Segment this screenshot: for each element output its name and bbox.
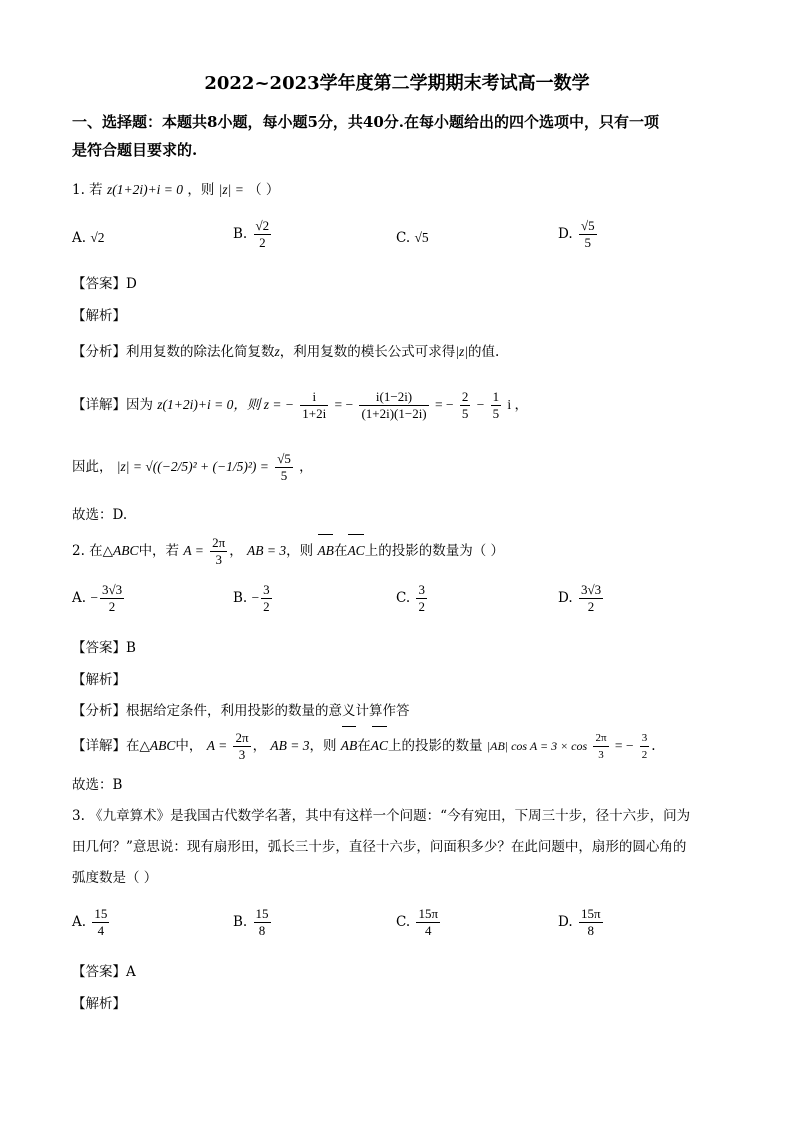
q1-blank: （ ） xyxy=(248,182,280,198)
q2-answer: 【答案】B xyxy=(72,640,136,656)
q1-detail: 【详解】因为 z(1+2i)+i = 0，则 z = − $\frac{i}{1+2i}$ = − $\frac{i(1-2i)}{(1+2i)(1-2i)}$ = − $\frac{2}{5}$ − $\frac{1}{5}$ i ， xyxy=(72,389,528,421)
q1-option-c xyxy=(396,228,429,248)
q3-answer: 【答案】A xyxy=(72,964,136,980)
option-label: C. xyxy=(396,914,411,930)
page-title: 2022~2023学年度第二学期期末考试高一数学 xyxy=(204,73,590,94)
section-heading-line2: 是符合题目要求的. xyxy=(72,141,198,159)
option-label: A. xyxy=(72,230,87,246)
q1-ask: |z| = xyxy=(218,182,244,197)
q1-middle: ，则 xyxy=(187,182,215,198)
q1-answer: 【答案】D xyxy=(72,276,137,292)
q2-option-d: D. $\frac{3√3}{2}$ xyxy=(558,582,602,614)
q1-equation: z(1+2i)+i = 0 xyxy=(106,182,184,197)
q1-option-b xyxy=(233,218,273,251)
q2-option-a: A. − $\frac{3√3}{2}$ xyxy=(72,582,123,614)
option-label: C. xyxy=(396,590,411,606)
q1-analysis-head: 【解析】 xyxy=(72,308,126,324)
q2-option-b: B. − $\frac{3}{2}$ xyxy=(233,582,270,614)
q3-analysis-head: 【解析】 xyxy=(72,996,126,1012)
q1-option-a xyxy=(72,228,105,248)
option-label: D. xyxy=(558,914,573,930)
q1-fenxi: 【分析】利用复数的除法化简复数z，利用复数的模长公式可求得|z|的值. xyxy=(72,344,500,360)
q2-fenxi: 【分析】根据给定条件，利用投影的数量的意义计算作答 xyxy=(72,703,410,719)
q1-hence: 因此， |z| = √((−2/5)² + (−1/5)²) = $\frac{√5}{5}$ ， xyxy=(72,451,313,483)
q2-stem: 2. 在△ABC中，若 A = $\frac{2\pi}{3}$ ， AB = 3，则 AB在AC上的投影的数量为（ ） xyxy=(72,535,504,567)
option-value: √5 xyxy=(414,230,429,245)
q3-option-d: D. $\frac{15\pi}{8}$ xyxy=(558,906,601,938)
q1-stem xyxy=(72,180,279,200)
option-label: A. xyxy=(72,590,87,606)
option-fraction: $\frac{√5}{5}$ xyxy=(580,218,595,250)
option-label: A. xyxy=(72,914,87,930)
option-value: √2 xyxy=(90,230,105,245)
section-heading-line1: 一、选择题：本题共8小题，每小题5分，共40分.在每小题给出的四个选项中，只有一项 xyxy=(72,113,659,131)
q3-option-b: B. $\frac{15}{8}$ xyxy=(233,906,269,938)
q3-stem-line3: 弧度数是（ ） xyxy=(72,870,158,886)
option-label: B. xyxy=(233,914,248,930)
option-label: C. xyxy=(396,230,411,246)
q3-stem-line1: 3. 《九章算术》是我国古代数学名著，其中有这样一个问题：“今有宛田，下周三十步，径十六步，问为 xyxy=(72,808,691,824)
q3-stem-line2: 田几何？”意思说：现有扇形田，弧长三十步，直径十六步，问面积多少？在此问题中，扇形的圆心角的 xyxy=(72,839,687,855)
option-label: B. xyxy=(233,226,248,242)
q2-option-c: C. $\frac{3}{2}$ xyxy=(396,582,425,614)
q3-option-a: A. $\frac{15}{4}$ xyxy=(72,906,108,938)
q1-prefix: 1. 若 xyxy=(72,182,103,198)
q1-option-d xyxy=(558,218,599,251)
q2-analysis-head: 【解析】 xyxy=(72,672,126,688)
q2-detail: 【详解】在△ABC中， A = $\frac{2\pi}{3}$ ， AB = 3，则 AB在AC上的投影的数量 |AB| cos A = 3 × cos $\frac{2\pi}{3}$ = − $\frac{3}{2}$ . xyxy=(72,730,656,762)
q3-option-c: C. $\frac{15\pi}{4}$ xyxy=(396,906,439,938)
option-fraction: $\frac{√2}{2}$ xyxy=(255,218,270,250)
q1-choose: 故选：D. xyxy=(72,507,128,523)
option-label: D. xyxy=(558,226,573,242)
option-label: B. xyxy=(233,590,248,606)
option-label: D. xyxy=(558,590,573,606)
q2-choose: 故选：B xyxy=(72,777,123,793)
